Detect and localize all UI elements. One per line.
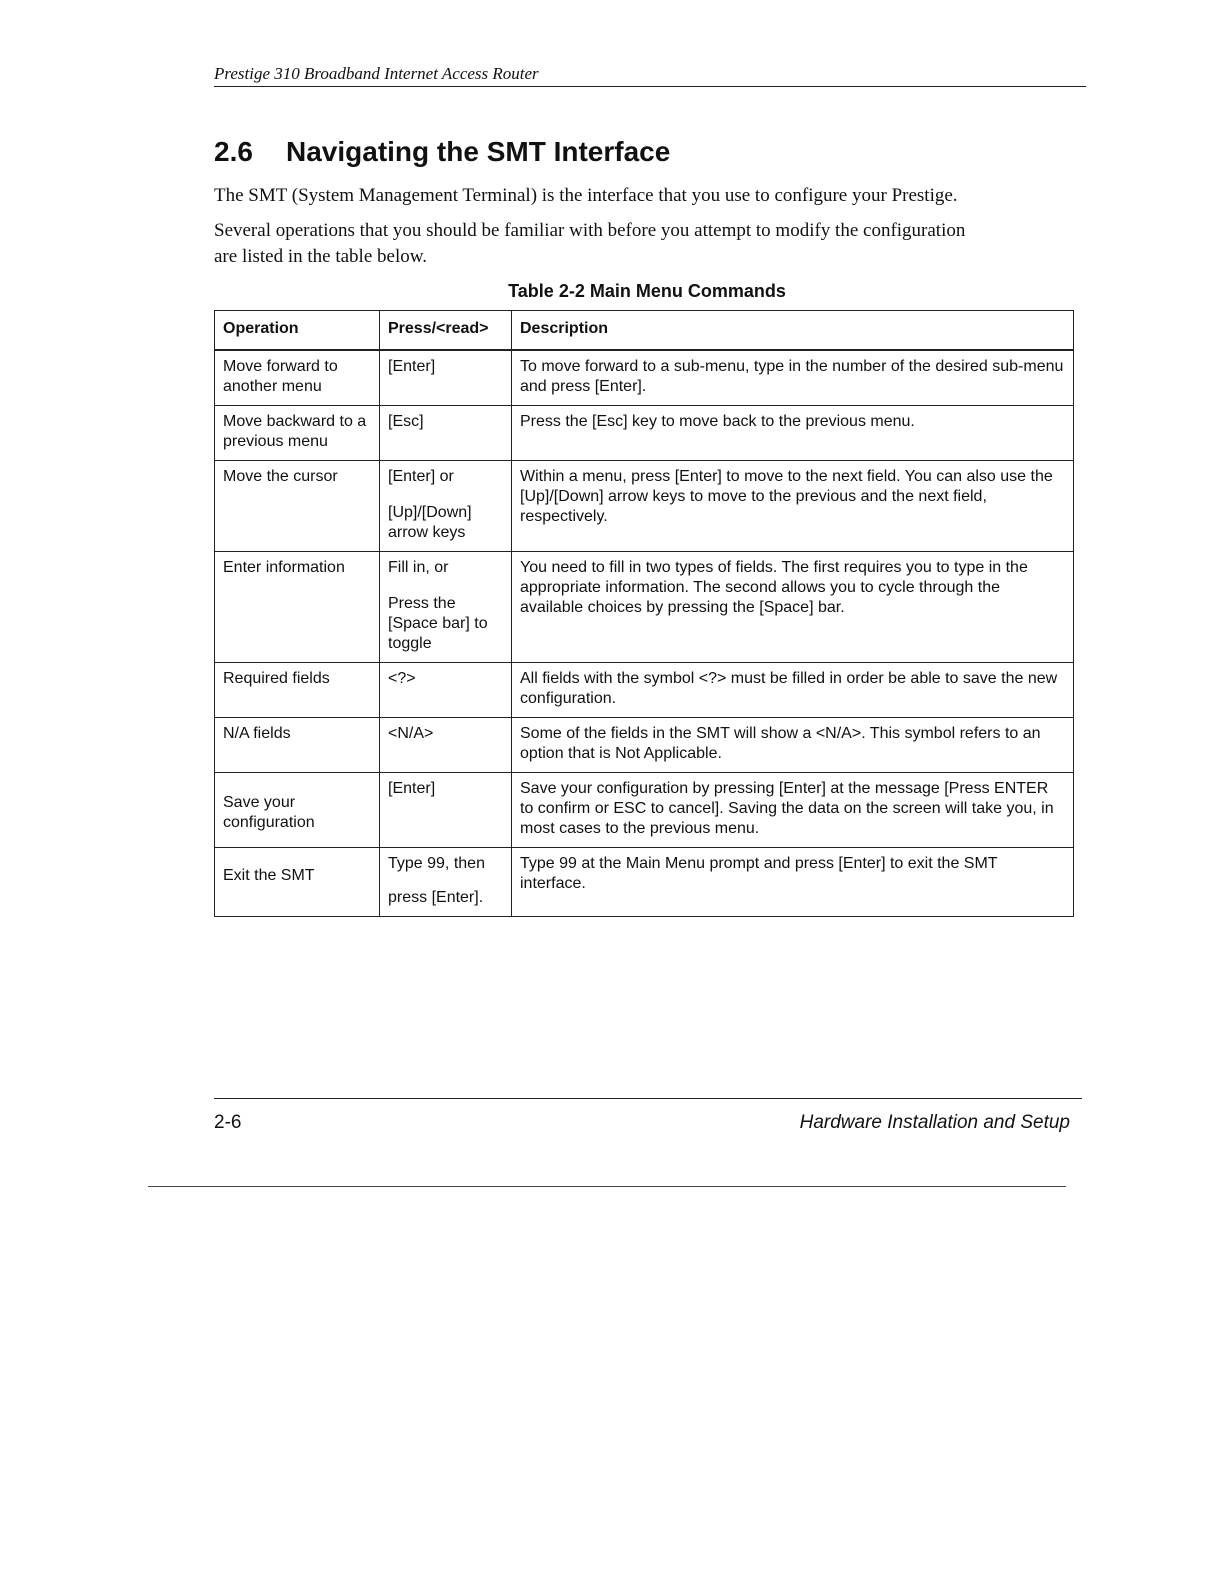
description-cell: Some of the fields in the SMT will show a <N/A>. This symbol refers to an option that is Not Applicable.: [512, 718, 1074, 773]
description-cell: Press the [Esc] key to move back to the previous menu.: [512, 406, 1074, 461]
table-row: [215, 718, 1074, 773]
press-text: press [Enter].: [388, 889, 484, 906]
description-cell: To move forward to a sub-menu, type in the number of the desired sub-menu and press [Enter].: [512, 350, 1074, 406]
header-description: Description: [512, 311, 1074, 351]
press-text: Type 99, then: [388, 855, 485, 872]
operation-cell: Required fields: [215, 663, 380, 718]
table-row: [215, 552, 1074, 663]
press-text: [Enter]: [388, 358, 436, 375]
table-row: [215, 406, 1074, 461]
press-text: [Up]/[Down] arrow keys: [388, 504, 472, 541]
press-text: [Enter]: [388, 780, 436, 797]
press-cell: [380, 848, 512, 917]
press-text: Press the [Space bar] to toggle: [388, 595, 488, 652]
header-press: Press/<read>: [380, 311, 512, 351]
operation-cell: Move forward to another menu: [215, 350, 380, 406]
running-header: Prestige 310 Broadband Internet Access Router: [214, 64, 1086, 87]
table-row: [215, 461, 1074, 552]
press-cell: [380, 406, 512, 461]
press-text: [Enter] or: [388, 468, 454, 485]
chapter-title: Hardware Installation and Setup: [799, 1112, 1070, 1133]
press-cell: [380, 552, 512, 663]
operation-cell: Move the cursor: [215, 461, 380, 552]
table-row: [215, 350, 1074, 406]
footer-divider: [214, 1098, 1082, 1099]
description-cell: All fields with the symbol <?> must be filled in order be able to save the new configuration.: [512, 663, 1074, 718]
table-row: [215, 773, 1074, 848]
header-operation: Operation: [215, 311, 380, 351]
description-cell: You need to fill in two types of fields. The first requires you to type in the appropriate information. The second allows you to cycle through the available choices by pressing the [Space] bar.: [512, 552, 1074, 663]
main-menu-commands-table: [214, 310, 1074, 917]
press-text: [Esc]: [388, 413, 424, 430]
press-text: <?>: [388, 670, 416, 687]
operation-cell: Exit the SMT: [215, 848, 380, 917]
press-text: <N/A>: [388, 725, 434, 742]
description-cell: Type 99 at the Main Menu prompt and press [Enter] to exit the SMT interface.: [512, 848, 1074, 917]
press-cell: [380, 773, 512, 848]
operation-cell: N/A fields: [215, 718, 380, 773]
table-caption: Table 2-2 Main Menu Commands: [508, 281, 786, 301]
press-cell: [380, 350, 512, 406]
operation-cell: Move backward to a previous menu: [215, 406, 380, 461]
table-header-row: [215, 311, 1074, 351]
description-cell: Within a menu, press [Enter] to move to the next field. You can also use the [Up]/[Down] arrow keys to move to the previous and the next field, respectively.: [512, 461, 1074, 552]
description-cell: Save your configuration by pressing [Enter] at the message [Press ENTER to confirm or ESC to cancel]. Saving the data on the screen will take you, in most cases to the previous menu.: [512, 773, 1074, 848]
operation-cell: Save your configuration: [215, 773, 380, 848]
operations-paragraph: Several operations that you should be familiar with before you attempt to modify the configuration are listed in the table below.: [214, 220, 966, 267]
press-text: Fill in, or: [388, 559, 449, 576]
table-row: [215, 663, 1074, 718]
press-cell: [380, 663, 512, 718]
section-title: Navigating the SMT Interface: [286, 136, 671, 167]
bottom-divider: [148, 1186, 1066, 1187]
table-row: [215, 848, 1074, 917]
section-heading: [214, 136, 670, 168]
press-cell: [380, 718, 512, 773]
intro-paragraph: The SMT (System Management Terminal) is the interface that you use to configure your Prestige.: [214, 185, 958, 206]
operation-cell: Enter information: [215, 552, 380, 663]
page-number: 2-6: [214, 1112, 242, 1133]
press-cell: [380, 461, 512, 552]
section-number: 2.6: [214, 136, 253, 167]
